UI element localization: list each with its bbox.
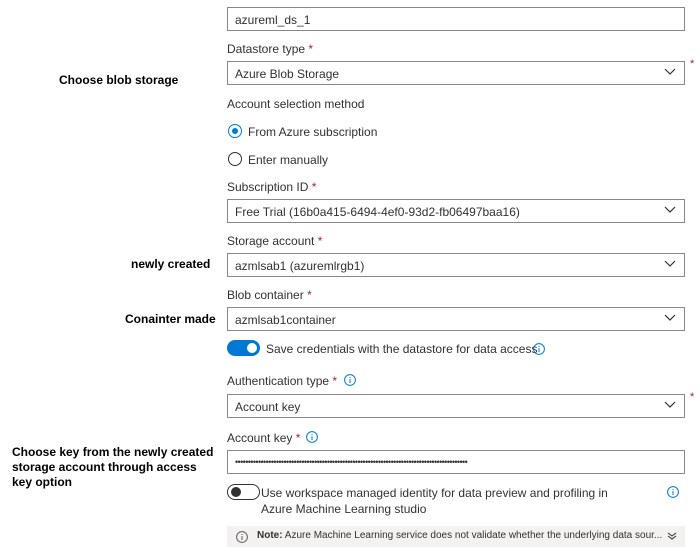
datastore-type-dropdown[interactable] (227, 61, 685, 85)
storage-account-dropdown[interactable] (227, 253, 685, 277)
datastore-type-label: Datastore type * (227, 42, 314, 56)
storage-account-label: Storage account * (227, 234, 323, 248)
annotation-blob-storage: Choose blob storage (59, 73, 179, 87)
save-credentials-toggle[interactable] (227, 340, 260, 356)
blob-container-label: Blob container * (227, 288, 312, 302)
auth-type-value: Account key (235, 400, 301, 414)
radio-from-subscription-label[interactable]: From Azure subscription (248, 125, 378, 139)
subscription-label: Subscription ID * (227, 180, 317, 194)
blob-container-dropdown[interactable] (227, 307, 685, 331)
info-icon[interactable] (344, 374, 356, 386)
datastore-type-value: Azure Blob Storage (235, 67, 340, 81)
chevron-down-icon (664, 311, 676, 323)
managed-identity-label: Use workspace managed identity for data preview and profiling in Azure Machine Learning studio (261, 486, 608, 516)
managed-identity-toggle[interactable] (227, 484, 260, 500)
info-icon (236, 531, 248, 543)
expand-chevron-icon[interactable] (667, 531, 677, 541)
radio-from-subscription[interactable] (228, 124, 242, 138)
datastore-name-input[interactable] (227, 7, 685, 31)
account-selection-label: Account selection method (227, 97, 365, 111)
datastore-name-value: azureml_ds_1 (235, 13, 311, 27)
save-credentials-label: Save credentials with the datastore for data access (266, 342, 538, 356)
info-icon[interactable] (533, 343, 545, 355)
storage-account-value: azmlsab1 (azuremlrgb1) (235, 259, 365, 273)
subscription-dropdown[interactable] (227, 199, 685, 223)
account-key-input[interactable] (227, 450, 685, 474)
annotation-newly-created: newly created (131, 257, 211, 271)
info-icon[interactable] (667, 486, 679, 498)
annotation-choose-key: Choose key from the newly created storage account through access key option (12, 445, 214, 489)
chevron-down-icon (664, 65, 676, 77)
account-key-label: Account key * (227, 431, 301, 445)
chevron-down-icon (664, 398, 676, 410)
note-text: Azure Machine Learning service does not validate whether the underlying data sour... (284, 530, 663, 541)
auth-type-label: Authentication type * (227, 374, 338, 388)
auth-type-dropdown[interactable] (227, 394, 685, 418)
note-prefix: Note: (257, 530, 283, 541)
subscription-value: Free Trial (16b0a415-6494-4ef0-93d2-fb06497baa16) (235, 205, 520, 219)
validation-note (227, 526, 685, 547)
annotation-container-made: Conainter made (125, 312, 216, 326)
required-marker: * (690, 58, 695, 70)
blob-container-value: azmlsab1container (235, 313, 336, 327)
required-marker: * (690, 391, 695, 403)
radio-enter-manually-label[interactable]: Enter manually (248, 153, 329, 167)
chevron-down-icon (664, 257, 676, 269)
radio-enter-manually[interactable] (228, 152, 242, 166)
info-icon[interactable] (306, 431, 318, 443)
account-key-value: ••••••••••••••••••••••••••••••••••••••••••••••••••••••••••••••••••••••••••••••••••••••••••• (235, 457, 468, 467)
chevron-down-icon (664, 203, 676, 215)
